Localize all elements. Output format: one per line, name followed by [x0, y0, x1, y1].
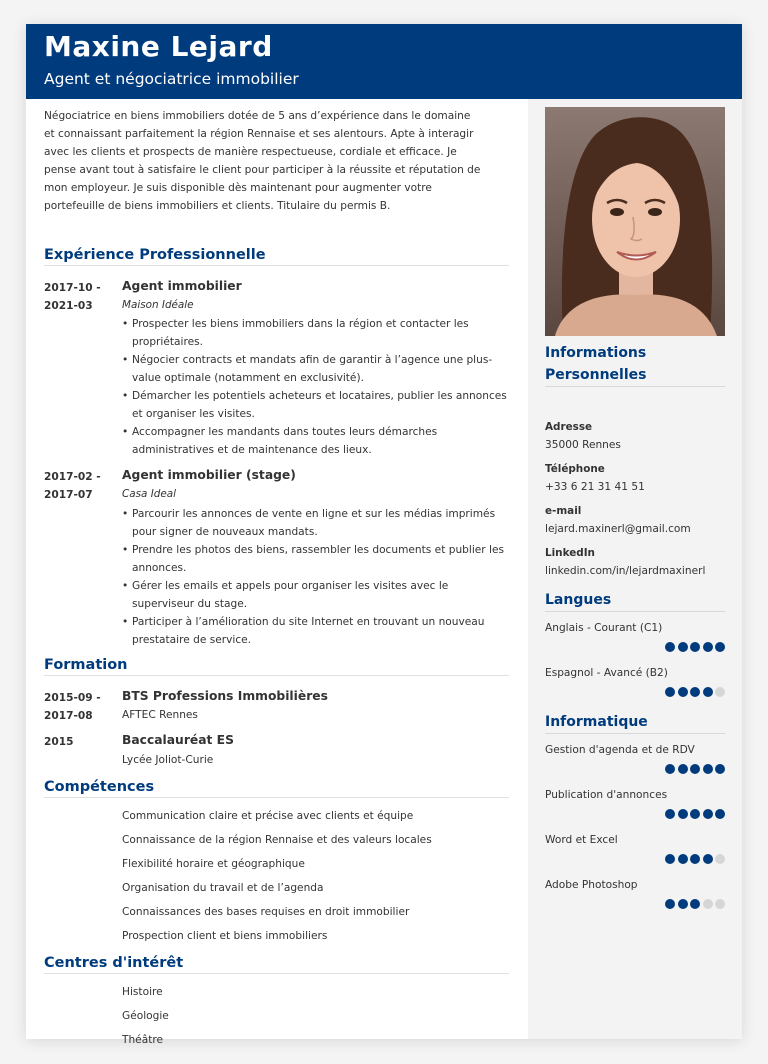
- language-level-dots: [665, 642, 725, 652]
- skills-section-title: Compétences: [44, 779, 509, 798]
- job-task: • Négocier contracts et mandats afin de garantir à l’agence une plus-value optimale (notamment en exclusivité).: [122, 351, 512, 387]
- job-1-date-end: 2021-03: [44, 300, 93, 312]
- interest-item: Histoire: [122, 986, 163, 998]
- it-skill-level-dots: [665, 764, 725, 774]
- experience-section-title: Expérience Professionnelle: [44, 247, 509, 266]
- it-skill-level-dots: [665, 899, 725, 909]
- rating-dot-filled: [665, 854, 675, 864]
- it-skill-level-dots: [665, 854, 725, 864]
- address-label: Adresse: [545, 421, 593, 433]
- language-name: Espagnol - Avancé (B2): [545, 667, 668, 679]
- address-value: 35000 Rennes: [545, 439, 621, 451]
- rating-dot-filled: [703, 809, 713, 819]
- email-label: e-mail: [545, 505, 582, 517]
- rating-dot-filled: [678, 764, 688, 774]
- rating-dot-filled: [678, 687, 688, 697]
- edu-1-school: AFTEC Rennes: [122, 709, 198, 721]
- rating-dot-filled: [665, 899, 675, 909]
- job-2-company: Casa Ideal: [122, 488, 177, 500]
- job-task: • Accompagner les mandants dans toutes leurs démarches administratives et de maintenance des lieux.: [122, 423, 512, 459]
- rating-dot-filled: [690, 899, 700, 909]
- main-column: [26, 99, 528, 1046]
- rating-dot-empty: [715, 899, 725, 909]
- email-value: lejard.maxinerl@gmail.com: [545, 523, 691, 535]
- job-1-date-start: 2017-10 -: [44, 282, 101, 294]
- job-task: • Participer à l’amélioration du site Internet en trouvant un nouveau prestataire de service.: [122, 613, 512, 649]
- job-2-title: Agent immobilier (stage): [122, 468, 296, 482]
- candidate-job-title: Agent et négociatrice immobilier: [44, 70, 299, 88]
- linkedin-value: linkedin.com/in/lejardmaxinerl: [545, 565, 706, 577]
- resume-header: [26, 24, 742, 99]
- job-2-date-end: 2017-07: [44, 489, 93, 501]
- profile-photo: [545, 107, 725, 336]
- interests-section-title: Centres d'intérêt: [44, 955, 509, 974]
- rating-dot-empty: [715, 687, 725, 697]
- rating-dot-empty: [715, 854, 725, 864]
- languages-title: Langues: [545, 589, 725, 612]
- rating-dot-filled: [678, 809, 688, 819]
- candidate-name: Maxine Lejard: [44, 30, 273, 63]
- rating-dot-filled: [690, 809, 700, 819]
- interest-item: Théâtre: [122, 1034, 163, 1046]
- job-task: • Prendre les photos des biens, rassembler les documents et publier les annonces.: [122, 541, 512, 577]
- language-level-dots: [665, 687, 725, 697]
- rating-dot-filled: [665, 642, 675, 652]
- rating-dot-filled: [690, 854, 700, 864]
- rating-dot-filled: [715, 809, 725, 819]
- it-skill-name: Word et Excel: [545, 834, 618, 846]
- job-task: • Prospecter les biens immobiliers dans la région et contacter les propriétaires.: [122, 315, 512, 351]
- rating-dot-filled: [665, 764, 675, 774]
- it-skill-name: Publication d'annonces: [545, 789, 668, 801]
- rating-dot-filled: [678, 642, 688, 652]
- rating-dot-filled: [703, 687, 713, 697]
- rating-dot-filled: [690, 642, 700, 652]
- edu-1-degree: BTS Professions Immobilières: [122, 689, 328, 703]
- profile-summary: Négociatrice en biens immobiliers dotée de 5 ans d’expérience dans le domaine et connaissant parfaitement la région Rennaise et ses alentours. Apte à interagir avec les clients et prospects de manière respectueuse, cordiale et efficace. Je pense avant tout à satisfaire le client pour participer à la réussite et réputation de mon employeur. Je suis disponible dès maintenant pour augmenter votre portefeuille de biens immobiliers et clients. Titulaire du permis B.: [44, 110, 481, 212]
- it-skill-level-dots: [665, 809, 725, 819]
- sidebar: [528, 99, 742, 1039]
- edu-2-date: 2015: [44, 736, 74, 748]
- rating-dot-filled: [715, 642, 725, 652]
- phone-label: Téléphone: [545, 463, 605, 475]
- rating-dot-filled: [665, 809, 675, 819]
- skill-item: Connaissances des bases requises en droit immobilier: [122, 906, 410, 918]
- job-2-tasks: [122, 505, 512, 649]
- skill-item: Prospection client et biens immobiliers: [122, 930, 328, 942]
- job-1-tasks: [122, 315, 512, 459]
- job-2-date-start: 2017-02 -: [44, 471, 101, 483]
- language-name: Anglais - Courant (C1): [545, 622, 663, 634]
- edu-1-date-start: 2015-09 -: [44, 692, 101, 704]
- linkedin-label: LinkedIn: [545, 547, 595, 559]
- rating-dot-filled: [690, 687, 700, 697]
- interest-item: Géologie: [122, 1010, 169, 1022]
- rating-dot-filled: [703, 764, 713, 774]
- skill-item: Connaissance de la région Rennaise et des valeurs locales: [122, 834, 432, 846]
- resume-page: [26, 24, 742, 1046]
- job-task: • Gérer les emails et appels pour organiser les visites avec le superviseur du stage.: [122, 577, 512, 613]
- it-skills-title: Informatique: [545, 711, 725, 734]
- rating-dot-filled: [703, 642, 713, 652]
- phone-value: +33 6 21 31 41 51: [545, 481, 645, 493]
- edu-1-date-end: 2017-08: [44, 710, 93, 722]
- personal-info-title: Informations Personnelles: [545, 342, 725, 387]
- it-skill-name: Gestion d'agenda et de RDV: [545, 744, 695, 756]
- rating-dot-filled: [703, 854, 713, 864]
- rating-dot-empty: [703, 899, 713, 909]
- rating-dot-filled: [665, 687, 675, 697]
- skill-item: Communication claire et précise avec clients et équipe: [122, 810, 414, 822]
- skill-item: Organisation du travail et de l’agenda: [122, 882, 324, 894]
- rating-dot-filled: [678, 854, 688, 864]
- skill-item: Flexibilité horaire et géographique: [122, 858, 305, 870]
- job-task: • Parcourir les annonces de vente en ligne et sur les médias imprimés pour signer de nouveaux mandats.: [122, 505, 512, 541]
- rating-dot-filled: [678, 899, 688, 909]
- edu-2-school: Lycée Joliot-Curie: [122, 754, 214, 766]
- it-skill-name: Adobe Photoshop: [545, 879, 638, 891]
- job-1-company: Maison Idéale: [122, 299, 194, 311]
- rating-dot-filled: [690, 764, 700, 774]
- education-section-title: Formation: [44, 657, 509, 676]
- rating-dot-filled: [715, 764, 725, 774]
- job-task: • Démarcher les potentiels acheteurs et locataires, publier les annonces et organiser les visites.: [122, 387, 512, 423]
- edu-2-degree: Baccalauréat ES: [122, 733, 234, 747]
- job-1-title: Agent immobilier: [122, 279, 242, 293]
